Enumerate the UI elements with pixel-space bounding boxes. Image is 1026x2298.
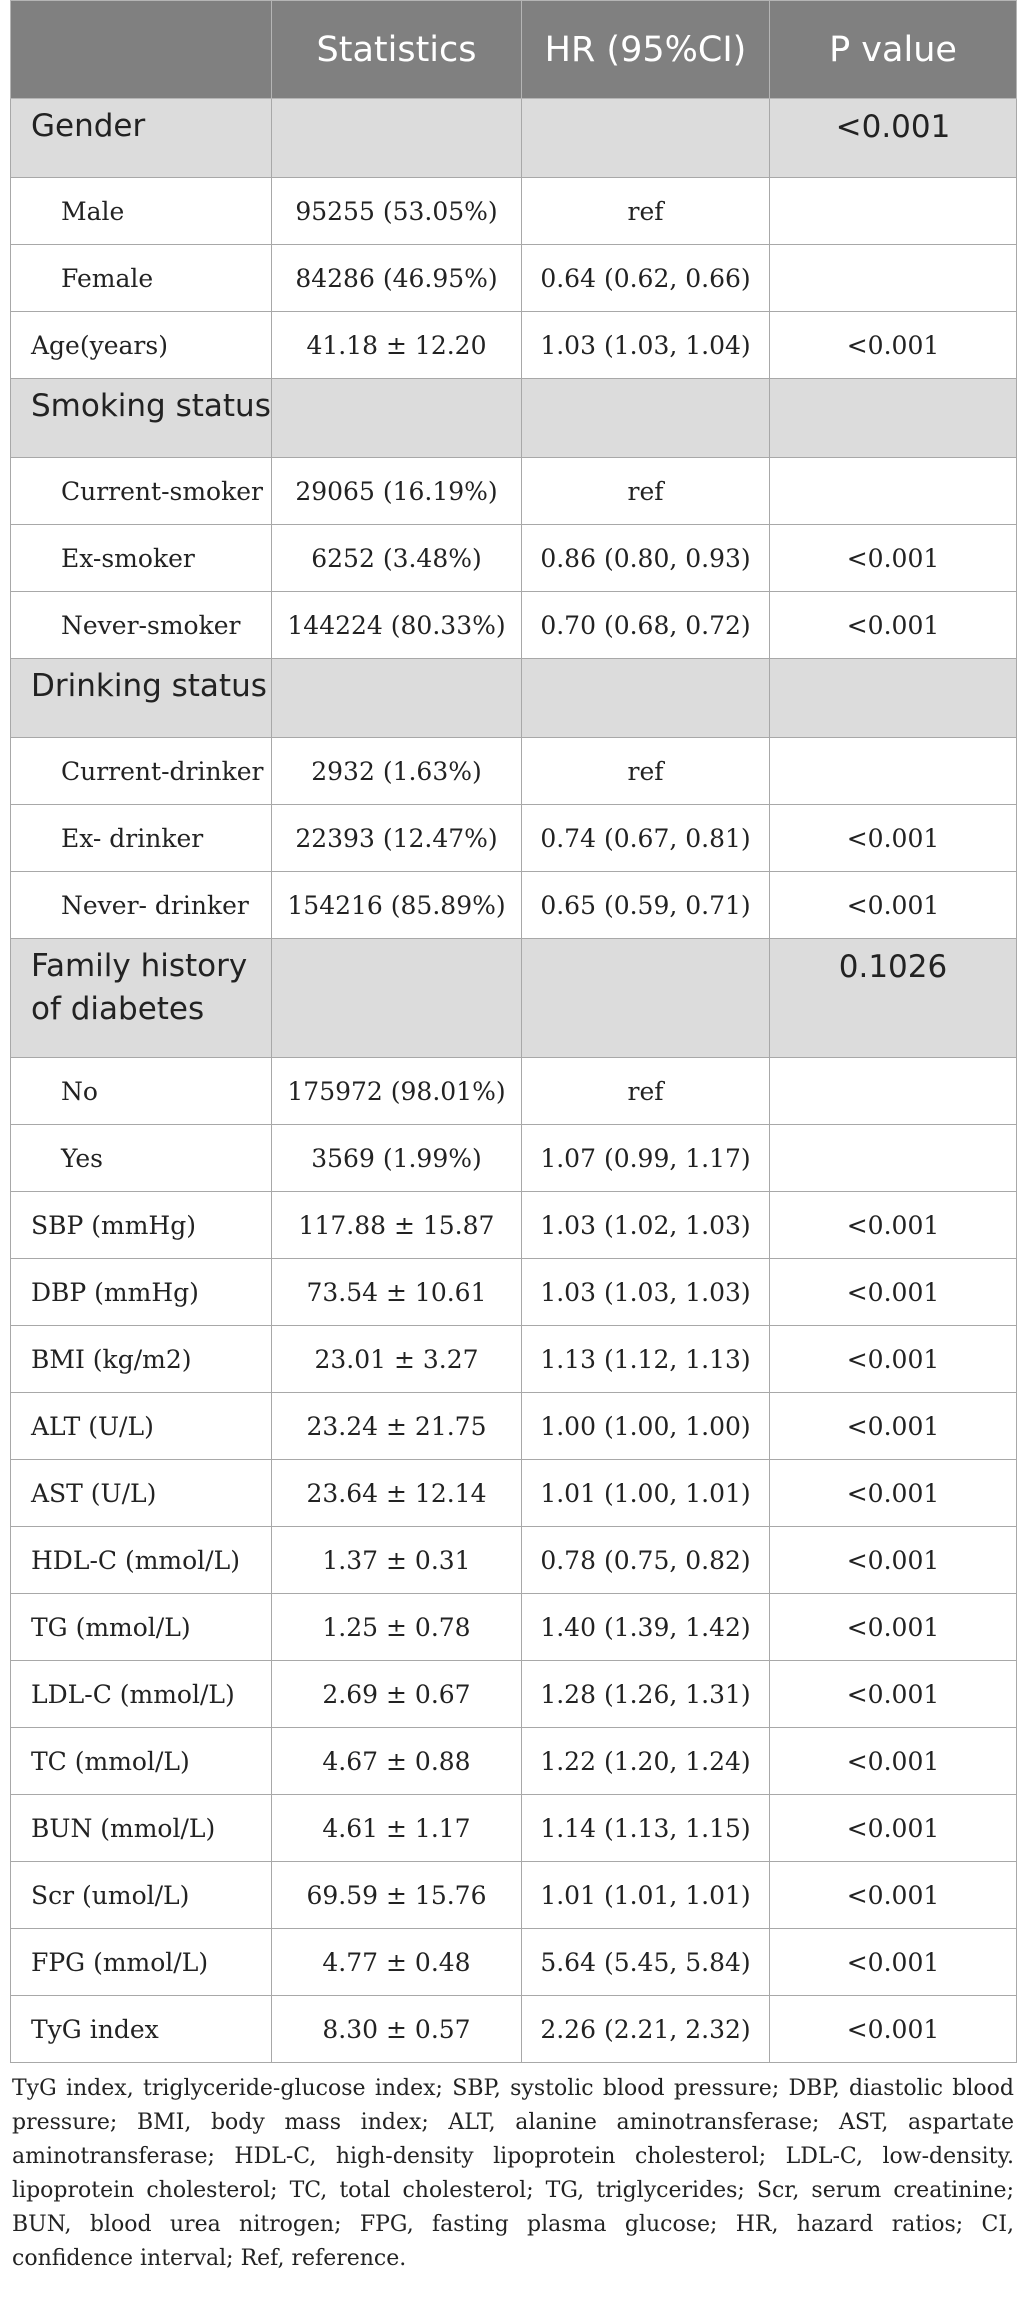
hr-cell: ref	[522, 178, 770, 245]
hr-cell: 1.22 (1.20, 1.24)	[522, 1728, 770, 1795]
table-row	[11, 1527, 1017, 1594]
p-value-cell: <0.001	[770, 1996, 1017, 2063]
p-value-cell	[770, 245, 1017, 312]
hr-cell: 0.78 (0.75, 0.82)	[522, 1527, 770, 1594]
row-label: Female	[11, 245, 272, 312]
table-row	[11, 1661, 1017, 1728]
hr-cell: 2.26 (2.21, 2.32)	[522, 1996, 770, 2063]
hr-cell	[522, 99, 770, 178]
row-label: Age(years)	[11, 312, 272, 379]
p-value-cell: <0.001	[770, 525, 1017, 592]
hr-cell: 1.03 (1.02, 1.03)	[522, 1192, 770, 1259]
row-label: HDL-C (mmol/L)	[11, 1527, 272, 1594]
p-value-cell: <0.001	[770, 592, 1017, 659]
statistics-cell: 23.01 ± 3.27	[272, 1326, 522, 1393]
row-label: Drinking status	[11, 659, 272, 738]
statistics-cell: 41.18 ± 12.20	[272, 312, 522, 379]
p-value-cell: <0.001	[770, 1862, 1017, 1929]
row-label: Family history of diabetes	[11, 939, 272, 1058]
table-row	[11, 245, 1017, 312]
row-label: SBP (mmHg)	[11, 1192, 272, 1259]
table-row	[11, 458, 1017, 525]
statistics-cell	[272, 99, 522, 178]
table-container	[10, 0, 1016, 2276]
statistics-cell: 84286 (46.95%)	[272, 245, 522, 312]
table-row	[11, 1393, 1017, 1460]
table-row	[11, 1929, 1017, 1996]
p-value-cell	[770, 1058, 1017, 1125]
row-label: Gender	[11, 99, 272, 178]
statistics-cell: 1.37 ± 0.31	[272, 1527, 522, 1594]
p-value-cell: <0.001	[770, 312, 1017, 379]
row-label: TC (mmol/L)	[11, 1728, 272, 1795]
row-label: TG (mmol/L)	[11, 1594, 272, 1661]
p-value-cell: <0.001	[770, 805, 1017, 872]
row-label: BMI (kg/m2)	[11, 1326, 272, 1393]
hr-cell: 1.00 (1.00, 1.00)	[522, 1393, 770, 1460]
statistics-cell: 29065 (16.19%)	[272, 458, 522, 525]
row-label: Current-smoker	[11, 458, 272, 525]
table-row	[11, 1594, 1017, 1661]
p-value-cell: <0.001	[770, 1795, 1017, 1862]
section-row	[11, 99, 1017, 178]
hr-cell: 1.28 (1.26, 1.31)	[522, 1661, 770, 1728]
hr-cell: ref	[522, 458, 770, 525]
row-label: Ex- drinker	[11, 805, 272, 872]
statistics-cell: 154216 (85.89%)	[272, 872, 522, 939]
hr-cell: 1.07 (0.99, 1.17)	[522, 1125, 770, 1192]
header-variable	[11, 1, 272, 99]
row-label: Yes	[11, 1125, 272, 1192]
statistics-cell: 144224 (80.33%)	[272, 592, 522, 659]
p-value-cell	[770, 178, 1017, 245]
p-value-cell: <0.001	[770, 1326, 1017, 1393]
header-hr: HR (95%CI)	[522, 1, 770, 99]
row-label: Male	[11, 178, 272, 245]
row-label: Never- drinker	[11, 872, 272, 939]
section-row	[11, 659, 1017, 738]
characteristics-table	[10, 0, 1017, 2063]
hr-cell	[522, 659, 770, 738]
row-label: DBP (mmHg)	[11, 1259, 272, 1326]
statistics-cell: 175972 (98.01%)	[272, 1058, 522, 1125]
table-row	[11, 872, 1017, 939]
statistics-cell: 2.69 ± 0.67	[272, 1661, 522, 1728]
p-value-cell: <0.001	[770, 1929, 1017, 1996]
statistics-cell: 95255 (53.05%)	[272, 178, 522, 245]
p-value-cell: <0.001	[770, 1527, 1017, 1594]
hr-cell: 1.14 (1.13, 1.15)	[522, 1795, 770, 1862]
p-value-cell	[770, 659, 1017, 738]
table-header-row	[11, 1, 1017, 99]
header-statistics: Statistics	[272, 1, 522, 99]
hr-cell: 0.86 (0.80, 0.93)	[522, 525, 770, 592]
row-label: BUN (mmol/L)	[11, 1795, 272, 1862]
hr-cell: 0.70 (0.68, 0.72)	[522, 592, 770, 659]
statistics-cell: 69.59 ± 15.76	[272, 1862, 522, 1929]
table-row	[11, 1795, 1017, 1862]
hr-cell: 1.01 (1.01, 1.01)	[522, 1862, 770, 1929]
statistics-cell: 3569 (1.99%)	[272, 1125, 522, 1192]
row-label: Ex-smoker	[11, 525, 272, 592]
table-row	[11, 1125, 1017, 1192]
statistics-cell: 73.54 ± 10.61	[272, 1259, 522, 1326]
hr-cell: 1.01 (1.00, 1.01)	[522, 1460, 770, 1527]
p-value-cell: <0.001	[770, 1393, 1017, 1460]
table-row	[11, 1058, 1017, 1125]
hr-cell: 1.13 (1.12, 1.13)	[522, 1326, 770, 1393]
hr-cell: 1.40 (1.39, 1.42)	[522, 1594, 770, 1661]
statistics-cell: 1.25 ± 0.78	[272, 1594, 522, 1661]
statistics-cell: 4.61 ± 1.17	[272, 1795, 522, 1862]
p-value-cell: <0.001	[770, 1728, 1017, 1795]
row-label: AST (U/L)	[11, 1460, 272, 1527]
table-row	[11, 312, 1017, 379]
table-row	[11, 178, 1017, 245]
p-value-cell	[770, 1125, 1017, 1192]
p-value-cell	[770, 379, 1017, 458]
table-row	[11, 1728, 1017, 1795]
statistics-cell	[272, 939, 522, 1058]
row-label: Never-smoker	[11, 592, 272, 659]
hr-cell: ref	[522, 738, 770, 805]
hr-cell: ref	[522, 1058, 770, 1125]
statistics-cell: 2932 (1.63%)	[272, 738, 522, 805]
table-row	[11, 738, 1017, 805]
p-value-cell: <0.001	[770, 1460, 1017, 1527]
table-row	[11, 1326, 1017, 1393]
row-label: Current-drinker	[11, 738, 272, 805]
hr-cell: 1.03 (1.03, 1.04)	[522, 312, 770, 379]
statistics-cell	[272, 379, 522, 458]
row-label: LDL-C (mmol/L)	[11, 1661, 272, 1728]
row-label: Smoking status	[11, 379, 272, 458]
p-value-cell: <0.001	[770, 99, 1017, 178]
statistics-cell: 22393 (12.47%)	[272, 805, 522, 872]
hr-cell: 1.03 (1.03, 1.03)	[522, 1259, 770, 1326]
table-footnote: TyG index, triglyceride-glucose index; SBP, systolic blood pressure; DBP, diastolic blood pressure; BMI, body mass index; ALT, alanine aminotransferase; AST, aspartate aminotransferase; HDL-C, high-density lipoprotein cholesterol; LDL-C, low-density. lipoprotein cholesterol; TC, total cholesterol; TG, triglycerides; Scr, serum creatinine; BUN, blood urea nitrogen; FPG, fasting plasma glucose; HR, hazard ratios; CI, confidence interval; Ref, reference.	[12, 2076, 1014, 2271]
hr-cell: 0.64 (0.62, 0.66)	[522, 245, 770, 312]
table-row	[11, 1996, 1017, 2063]
row-label: FPG (mmol/L)	[11, 1929, 272, 1996]
p-value-cell	[770, 458, 1017, 525]
table-row	[11, 1259, 1017, 1326]
p-value-cell: 0.1026	[770, 939, 1017, 1058]
statistics-cell: 4.77 ± 0.48	[272, 1929, 522, 1996]
hr-cell	[522, 379, 770, 458]
row-label: ALT (U/L)	[11, 1393, 272, 1460]
p-value-cell: <0.001	[770, 1594, 1017, 1661]
hr-cell: 5.64 (5.45, 5.84)	[522, 1929, 770, 1996]
table-row	[11, 1192, 1017, 1259]
p-value-cell: <0.001	[770, 872, 1017, 939]
table-row	[11, 805, 1017, 872]
statistics-cell	[272, 659, 522, 738]
statistics-cell: 23.24 ± 21.75	[272, 1393, 522, 1460]
row-label: TyG index	[11, 1996, 272, 2063]
p-value-cell: <0.001	[770, 1192, 1017, 1259]
row-label: No	[11, 1058, 272, 1125]
p-value-cell	[770, 738, 1017, 805]
statistics-cell: 4.67 ± 0.88	[272, 1728, 522, 1795]
p-value-cell: <0.001	[770, 1661, 1017, 1728]
section-row	[11, 939, 1017, 1058]
row-label: Scr (umol/L)	[11, 1862, 272, 1929]
p-value-cell: <0.001	[770, 1259, 1017, 1326]
statistics-cell: 117.88 ± 15.87	[272, 1192, 522, 1259]
statistics-cell: 8.30 ± 0.57	[272, 1996, 522, 2063]
table-row	[11, 1460, 1017, 1527]
statistics-cell: 6252 (3.48%)	[272, 525, 522, 592]
header-p-value: P value	[770, 1, 1017, 99]
section-row	[11, 379, 1017, 458]
hr-cell	[522, 939, 770, 1058]
table-row	[11, 1862, 1017, 1929]
table-body	[11, 99, 1017, 2063]
table-row	[11, 592, 1017, 659]
hr-cell: 0.65 (0.59, 0.71)	[522, 872, 770, 939]
statistics-cell: 23.64 ± 12.14	[272, 1460, 522, 1527]
table-row	[11, 525, 1017, 592]
hr-cell: 0.74 (0.67, 0.81)	[522, 805, 770, 872]
